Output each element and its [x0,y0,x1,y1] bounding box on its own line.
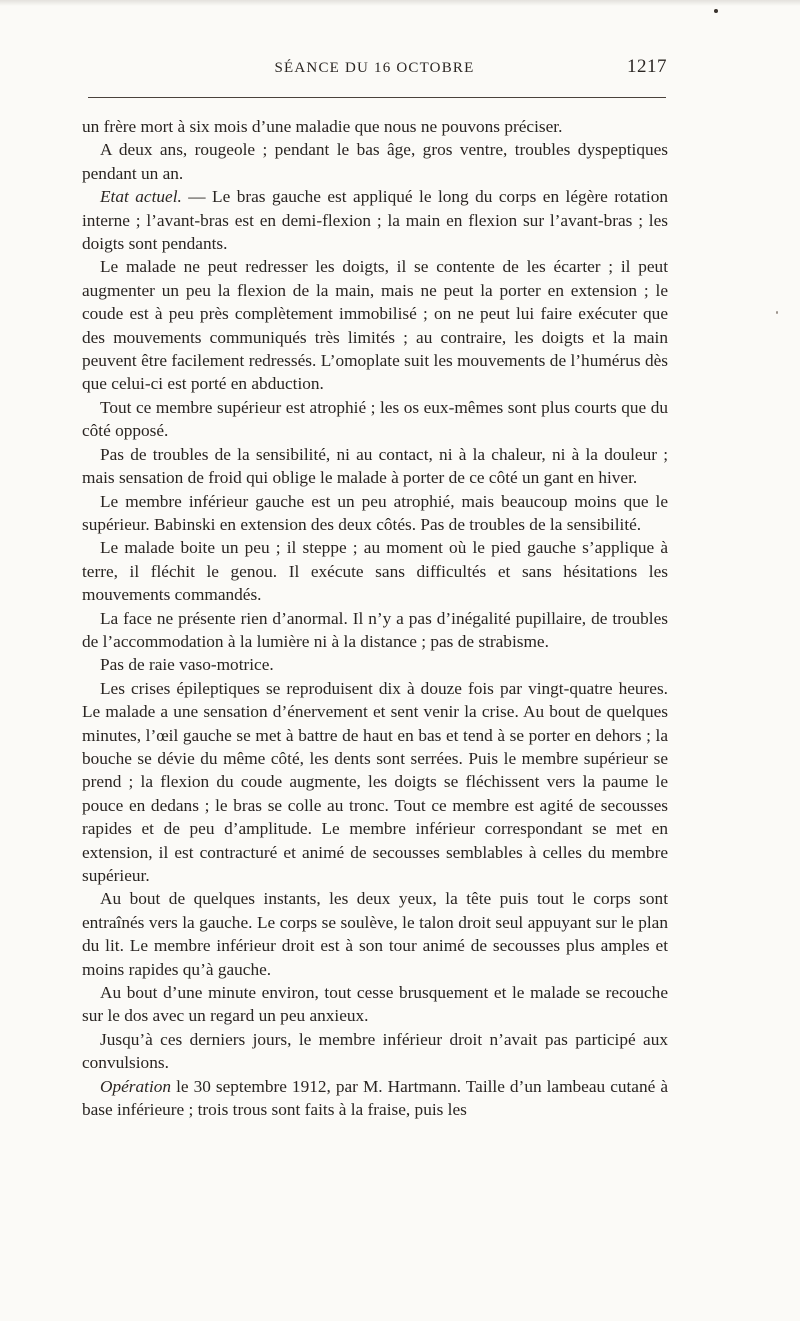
paragraph: Les crises épileptiques se reproduisent dix à douze fois par vingt-quatre heures. Le malade a une sensation d’énervement et sent venir la crise. Au bout de quelques minutes, l’œil gauche se met à battre de haut en bas et tend à se porter en dehors ; la bouche se dévie du même côté, les dents sont serrées. Puis le membre supérieur se prend ; la flexion du coude augmente, les doigts se fléchissent vers la paume le pouce en dedans ; le bras se colle au tronc. Tout ce membre est agité de secousses rapides et de peu d’amplitude. Le membre inférieur correspondant se met en extension, il est contracturé et animé de secousses semblables à celles du membre supérieur. [82,678,668,885]
paragraph: Au bout de quelques instants, les deux yeux, la tête puis tout le corps sont entraînés vers la gauche. Le corps se soulève, le talon droit seul appuyant sur le plan du lit. Le membre inférieur droit est à son tour animé de secousses plus amples et moins rapides qu’à gauche. [82,889,668,979]
running-title: SÉANCE DU 16 OCTOBRE [274,60,475,76]
body-text [82,115,668,1121]
paragraph: Pas de troubles de la sensibilité, ni au contact, ni à la chaleur, ni à la douleur ; mais sensation de froid qui oblige le malade à porter de ce côté un gant en hiver. [82,444,668,488]
paragraph: Le malade ne peut redresser les doigts, il se contente de les écarter ; il peut augmenter un peu la flexion de la main, mais ne peut la porter en extension ; le coude est à peu près complètement immobilisé ; on ne peut lui faire exécuter que des mouvements communiqués très limités ; au contraire, les doigts et la main peuvent être facilement redressés. L’omoplate suit les mouvements de l’humérus dès que celui-ci est porté en abduction. [82,257,668,394]
paragraph: Jusqu’à ces derniers jours, le membre inférieur droit n’avait pas participé aux convulsions. [82,1029,668,1073]
ink-speck [776,311,778,314]
running-header [82,56,667,90]
paragraph: Etat actuel. — Le bras gauche est appliqué le long du corps en légère rotation interne ; l’avant-bras est en demi-flexion ; la main en flexion sur l’avant-bras ; les doigts sont pendants. [82,187,668,254]
paragraph: un frère mort à six mois d’une maladie que nous ne pouvons préciser. [82,117,563,136]
paragraph: Au bout d’une minute environ, tout cesse brusquement et le malade se recouche sur le dos avec un regard un peu anxieux. [82,983,668,1026]
header-rule [88,97,666,98]
paragraph: Pas de raie vaso-motrice. [100,655,274,675]
page-number: 1217 [627,56,667,77]
paragraph: La face ne présente rien d’anormal. Il n’y a pas d’inégalité pupillaire, de troubles de l’accommodation à la lumière ni à la distance ; pas de strabisme. [82,608,668,651]
paragraph: Le membre inférieur gauche est un peu atrophié, mais beaucoup moins que le supérieur. Babinski en extension des deux côtés. Pas de troubles de la sensibilité. [82,491,668,534]
ink-speck [714,9,718,13]
paragraph: A deux ans, rougeole ; pendant le bas âge, gros ventre, troubles dyspeptiques pendant un an. [82,140,668,183]
section-lead: Etat actuel. [100,187,182,207]
paragraph: Le malade boite un peu ; il steppe ; au moment où le pied gauche s’applique à terre, il fléchit le genou. Il exécute sans difficultés et sans hésitations les mouvements commandés. [82,538,668,605]
section-lead: Opération [100,1076,172,1096]
top-edge-shadow [0,0,800,6]
paragraph: Tout ce membre supérieur est atrophié ; les os eux-mêmes sont plus courts que du côté opposé. [82,397,668,441]
paragraph: Opération le 30 septembre 1912, par M. Hartmann. Taille d’un lambeau cutané à base inférieure ; trois trous sont faits à la fraise, puis les [82,1076,668,1120]
